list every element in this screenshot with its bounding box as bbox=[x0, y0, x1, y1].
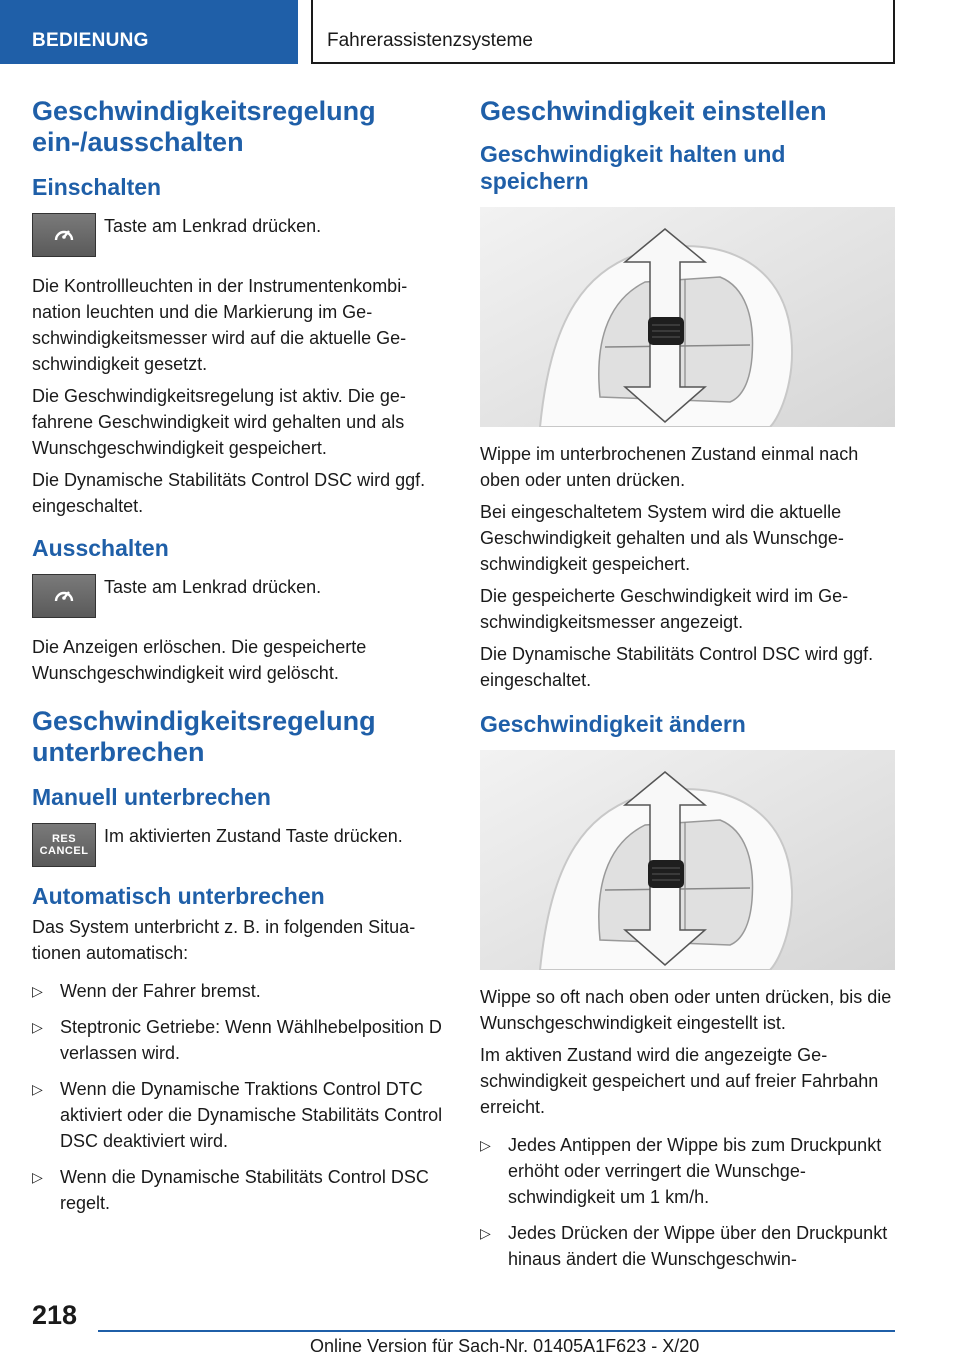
switch-on-instruction bbox=[32, 213, 444, 257]
steering-wheel-rocker-photo bbox=[480, 750, 895, 970]
triangle-bullet-icon: ▷ bbox=[32, 1169, 43, 1185]
heading-auto-interrupt: Automatisch unterbrechen bbox=[32, 883, 325, 909]
cruise-control-button-image bbox=[32, 574, 96, 618]
heading-manual-interrupt: Manuell unterbrechen bbox=[32, 784, 271, 810]
list-item: ▷ Steptronic Getriebe: Wenn Wählhebelposition D verlassen wird. bbox=[32, 1014, 444, 1066]
cruise-control-icon bbox=[51, 224, 77, 246]
footer-divider bbox=[98, 1330, 895, 1332]
res-label: RES bbox=[51, 833, 77, 845]
res-cancel-button-image bbox=[32, 823, 96, 867]
cruise-control-button-image bbox=[32, 213, 96, 257]
hold-para-2: Bei eingeschaltetem System wird die aktuelle Geschwindigkeit gehalten und als Wunschgeschwindigkeit gespeichert. bbox=[480, 502, 844, 574]
list-item: ▷ Wenn der Fahrer bremst. bbox=[32, 978, 444, 1004]
auto-interrupt-para: Das System unterbricht z. B. in folgenden Situationen automatisch: bbox=[32, 917, 416, 963]
header-chapter-box bbox=[311, 0, 895, 64]
list-item: ▷ Jedes Antippen der Wippe bis zum Druckpunkt erhöht oder verringert die Wunschgeschwindigkeit um 1 km/h. bbox=[480, 1132, 900, 1210]
switch-on-para-2: Die Geschwindigkeitsregelung ist aktiv. Die gefahrene Geschwindigkeit wird gehalten und als Wunschgeschwindigkeit gespeichert. bbox=[32, 386, 406, 458]
hold-para-1: Wippe im unterbrochenen Zustand einmal nach oben oder unten drücken. bbox=[480, 444, 859, 490]
list-item: ▷ Wenn die Dynamische Stabilitäts Control DSC regelt. bbox=[32, 1164, 444, 1216]
heading-switch-off: Ausschalten bbox=[32, 535, 169, 561]
cruise-control-icon bbox=[51, 585, 77, 607]
triangle-bullet-icon: ▷ bbox=[32, 1081, 43, 1097]
switch-off-para-1: Die Anzeigen erlöschen. Die gespeicherte Wunschgeschwindigkeit wird gelöscht. bbox=[32, 637, 367, 683]
change-speed-list bbox=[480, 1132, 900, 1272]
steering-wheel-rocker-photo bbox=[480, 207, 895, 427]
triangle-bullet-icon: ▷ bbox=[32, 983, 43, 999]
header-chapter-label: Fahrerassistenzsysteme bbox=[327, 30, 533, 51]
switch-on-caption: Taste am Lenkrad drücken. bbox=[104, 216, 322, 236]
heading-switch-on: Einschalten bbox=[32, 174, 162, 200]
header-section-label: BEDIENUNG bbox=[32, 30, 149, 51]
switch-off-caption: Taste am Lenkrad drücken. bbox=[104, 577, 322, 597]
hold-para-3: Die gespeicherte Geschwindigkeit wird im Geschwindigkeitsmesser angezeigt. bbox=[480, 586, 849, 632]
hold-para-4: Die Dynamische Stabilitäts Control DSC wird ggf. eingeschaltet. bbox=[480, 644, 874, 690]
cancel-label: CANCEL bbox=[39, 845, 89, 857]
heading-hold-speed: Geschwindigkeit halten und speichern bbox=[480, 141, 786, 194]
switch-on-para-3: Die Dynamische Stabilitäts Control DSC wird ggf. eingeschaltet. bbox=[32, 470, 426, 516]
triangle-bullet-icon: ▷ bbox=[480, 1225, 491, 1241]
page-number: 218 bbox=[32, 1300, 78, 1330]
auto-interrupt-list bbox=[32, 978, 444, 1216]
switch-on-para-1: Die Kontrollleuchten in der Instrumentenkombination leuchten und die Markierung im Geschwindigkeitsmesser wird auf die aktuelle Geschwindigkeit gesetzt. bbox=[32, 276, 408, 374]
heading-set-speed: Geschwindigkeit einstellen bbox=[480, 96, 827, 126]
change-para-1: Wippe so oft nach oben oder unten drücken, bis die Wunschgeschwindigkeit eingestellt ist. bbox=[480, 987, 892, 1033]
heading-interrupt-cruise: Geschwindigkeitsregelung unterbrechen bbox=[32, 706, 376, 767]
heading-change-speed: Geschwindigkeit ändern bbox=[480, 711, 746, 737]
change-para-2: Im aktiven Zustand wird die angezeigte Geschwindigkeit gespeichert und auf freier Fahrbahn erreicht. bbox=[480, 1045, 879, 1117]
list-item: ▷ Jedes Drücken der Wippe über den Druckpunkt hinaus ändert die Wunschgeschwin- bbox=[480, 1220, 900, 1272]
switch-off-instruction bbox=[32, 574, 444, 618]
footer-version-text: Online Version für Sach-Nr. 01405A1F623 - X/20 bbox=[310, 1336, 700, 1356]
list-item: ▷ Wenn die Dynamische Traktions Control DTC aktiviert oder die Dynamische Stabilitäts Control DSC deaktiviert wird. bbox=[32, 1076, 444, 1154]
right-column bbox=[480, 96, 900, 1282]
triangle-bullet-icon: ▷ bbox=[32, 1019, 43, 1035]
manual-interrupt-instruction bbox=[32, 823, 444, 867]
left-column bbox=[32, 96, 444, 1226]
heading-toggle-cruise: Geschwindigkeitsregelung ein-/ausschalten bbox=[32, 96, 376, 157]
manual-interrupt-caption: Im aktivierten Zustand Taste drücken. bbox=[104, 826, 403, 846]
header-section-tab bbox=[0, 0, 298, 64]
triangle-bullet-icon: ▷ bbox=[480, 1137, 491, 1153]
